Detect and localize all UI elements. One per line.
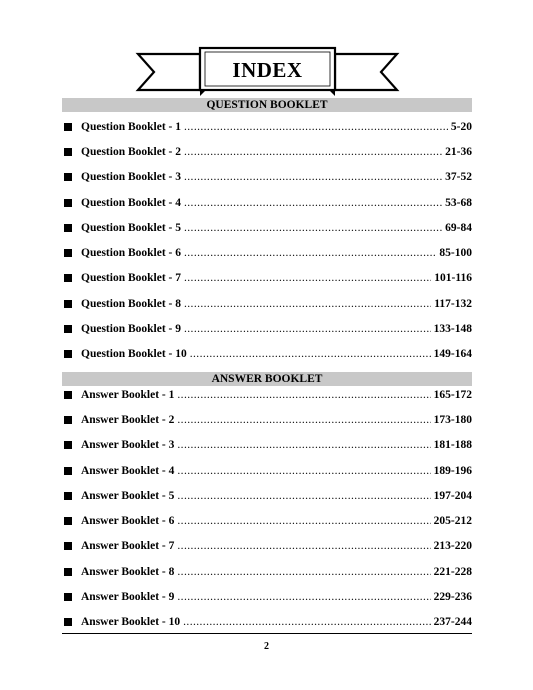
index-entry — [62, 483, 472, 508]
answer-section-heading: ANSWER BOOKLET — [62, 372, 472, 386]
square-bullet-icon — [64, 350, 72, 358]
entry-page-range: 21-36 — [445, 145, 472, 158]
entry-page-range: 117-132 — [434, 297, 472, 310]
index-entry — [62, 316, 472, 341]
index-entry — [62, 291, 472, 316]
index-entry — [62, 165, 472, 190]
dot-leader — [183, 616, 431, 628]
square-bullet-icon — [64, 441, 72, 449]
dot-leader — [184, 171, 442, 183]
index-entry — [62, 407, 472, 432]
entry-label: Question Booklet - 6 — [81, 247, 181, 260]
entry-label: Question Booklet - 8 — [81, 297, 181, 310]
index-entry — [62, 114, 472, 139]
entry-label: Question Booklet - 10 — [81, 348, 187, 361]
square-bullet-icon — [64, 274, 72, 282]
square-bullet-icon — [64, 173, 72, 181]
square-bullet-icon — [64, 492, 72, 500]
entry-label: Answer Booklet - 7 — [81, 540, 175, 553]
entry-label: Question Booklet - 1 — [81, 120, 181, 133]
index-entry — [62, 610, 472, 635]
dot-leader — [184, 247, 436, 259]
entry-label: Question Booklet - 9 — [81, 323, 181, 336]
entry-page-range: 37-52 — [445, 171, 472, 184]
dot-leader — [184, 197, 442, 209]
entry-page-range: 53-68 — [445, 196, 472, 209]
entry-label: Answer Booklet - 5 — [81, 489, 175, 502]
dot-leader — [177, 515, 430, 527]
dot-leader — [184, 146, 442, 158]
entry-page-range: 165-172 — [433, 388, 472, 401]
entry-page-range: 205-212 — [433, 515, 472, 528]
dot-leader — [184, 121, 448, 133]
dot-leader — [177, 566, 430, 578]
entry-page-range: 229-236 — [433, 591, 472, 604]
square-bullet-icon — [64, 467, 72, 475]
index-entry — [62, 190, 472, 215]
dot-leader — [177, 591, 430, 603]
entry-page-range: 237-244 — [433, 616, 472, 629]
page-title: INDEX — [232, 58, 303, 82]
entry-label: Question Booklet - 5 — [81, 221, 181, 234]
dot-leader — [177, 490, 430, 502]
entry-page-range: 213-220 — [433, 540, 472, 553]
entry-page-range: 173-180 — [433, 413, 472, 426]
entry-page-range: 181-188 — [433, 439, 472, 452]
entry-page-range: 197-204 — [433, 489, 472, 502]
entry-label: Answer Booklet - 2 — [81, 413, 175, 426]
square-bullet-icon — [64, 224, 72, 232]
question-section-heading: QUESTION BOOKLET — [62, 98, 472, 112]
answer-booklet-list — [62, 382, 472, 635]
dot-leader — [184, 222, 442, 234]
entry-page-range: 101-116 — [434, 272, 472, 285]
index-entry — [62, 139, 472, 164]
index-banner — [130, 44, 405, 102]
index-entry — [62, 382, 472, 407]
square-bullet-icon — [64, 300, 72, 308]
square-bullet-icon — [64, 325, 72, 333]
entry-label: Question Booklet - 2 — [81, 145, 181, 158]
index-entry — [62, 584, 472, 609]
dot-leader — [177, 439, 430, 451]
square-bullet-icon — [64, 199, 72, 207]
entry-label: Answer Booklet - 1 — [81, 388, 175, 401]
index-entry — [62, 240, 472, 265]
square-bullet-icon — [64, 123, 72, 131]
index-entry — [62, 215, 472, 240]
entry-label: Question Booklet - 7 — [81, 272, 181, 285]
entry-label: Answer Booklet - 10 — [81, 616, 181, 629]
index-entry — [62, 342, 472, 367]
index-entry — [62, 266, 472, 291]
footer-divider — [62, 633, 472, 634]
entry-page-range: 149-164 — [433, 348, 472, 361]
square-bullet-icon — [64, 542, 72, 550]
page-number: 2 — [264, 641, 269, 652]
entry-page-range: 85-100 — [439, 247, 472, 260]
square-bullet-icon — [64, 391, 72, 399]
square-bullet-icon — [64, 148, 72, 156]
square-bullet-icon — [64, 593, 72, 601]
entry-label: Question Booklet - 4 — [81, 196, 181, 209]
index-entry — [62, 433, 472, 458]
dot-leader — [177, 389, 430, 401]
entry-label: Answer Booklet - 6 — [81, 515, 175, 528]
entry-page-range: 133-148 — [433, 323, 472, 336]
entry-page-range: 69-84 — [445, 221, 472, 234]
square-bullet-icon — [64, 416, 72, 424]
index-entry — [62, 508, 472, 533]
dot-leader — [177, 540, 430, 552]
dot-leader — [184, 323, 431, 335]
dot-leader — [190, 348, 431, 360]
question-booklet-list — [62, 114, 472, 367]
entry-label: Answer Booklet - 4 — [81, 464, 175, 477]
dot-leader — [184, 298, 431, 310]
entry-label: Answer Booklet - 8 — [81, 565, 175, 578]
entry-label: Question Booklet - 3 — [81, 171, 181, 184]
dot-leader — [177, 414, 430, 426]
index-entry — [62, 559, 472, 584]
square-bullet-icon — [64, 249, 72, 257]
entry-page-range: 5-20 — [450, 120, 472, 133]
entry-label: Answer Booklet - 9 — [81, 591, 175, 604]
square-bullet-icon — [64, 618, 72, 626]
dot-leader — [177, 465, 430, 477]
square-bullet-icon — [64, 568, 72, 576]
square-bullet-icon — [64, 517, 72, 525]
entry-page-range: 189-196 — [433, 464, 472, 477]
dot-leader — [184, 272, 431, 284]
entry-page-range: 221-228 — [433, 565, 472, 578]
entry-label: Answer Booklet - 3 — [81, 439, 175, 452]
index-entry — [62, 534, 472, 559]
index-entry — [62, 458, 472, 483]
